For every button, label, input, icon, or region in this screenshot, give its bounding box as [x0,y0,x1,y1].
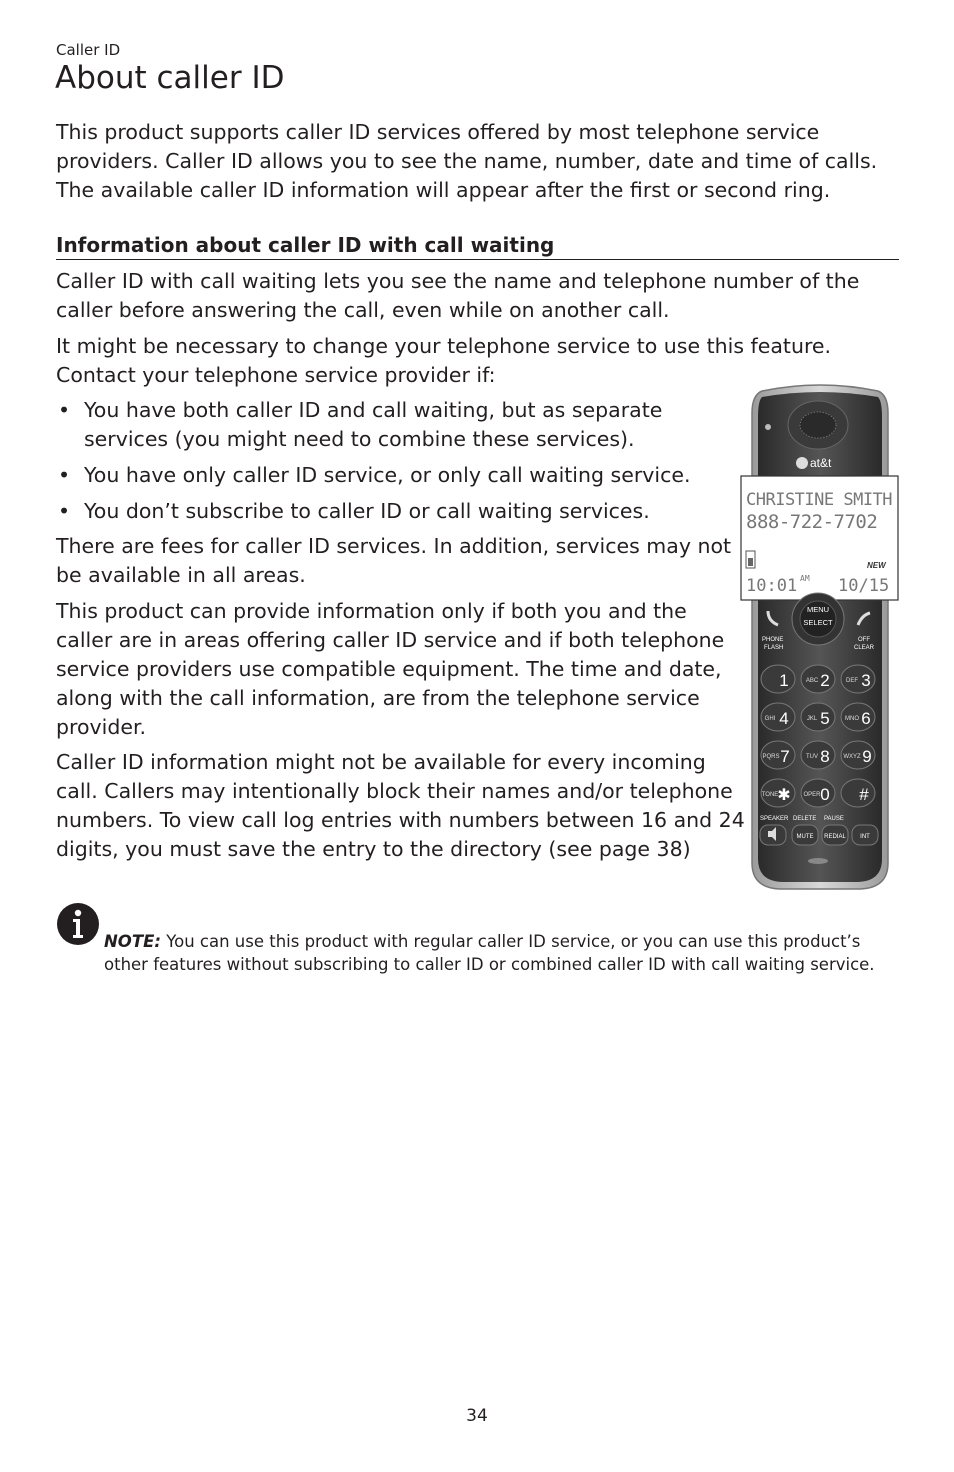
key-1[interactable]: 1 [779,671,789,690]
int-key[interactable]: INT [860,834,870,840]
select-label: SELECT [803,618,833,627]
new-badge: NEW [867,561,886,570]
svg-text:OFF: OFF [858,637,870,643]
intro-paragraph: This product supports caller ID services offered by most telephone service providers. Caller ID allows you to see the name, number, date and time of calls. The available caller ID information will appear after the first or second ring. [56,120,878,202]
key-hash[interactable]: # [859,785,869,804]
svg-text:OPER: OPER [803,792,821,798]
page-title: About caller ID [55,60,285,96]
key-6[interactable]: 6 [861,709,871,728]
svg-text:ABC: ABC [805,678,819,684]
handset-illustration [740,383,900,893]
list-item: • You have both caller ID and call waiting, but as separate services (you might need to combine these services). [58,398,663,451]
svg-text:TONE: TONE [761,792,779,798]
key-5[interactable]: 5 [820,709,830,728]
list-item: • You have only caller ID service, or only call waiting service. [56,461,746,490]
caller-name: CHRISTINE SMITH [746,490,893,510]
info-icon [56,902,100,946]
subheading: Information about caller ID with call waiting [56,233,899,260]
call-time: 10:01 [746,576,798,596]
bullet: • [58,499,71,523]
svg-text:JKL: JKL [806,716,818,722]
svg-text:WXYZ: WXYZ [843,754,861,760]
paragraph-availability: Caller ID information might not be available for every incoming call. Callers may intentionally block their names and/or telephone numbers. To view call log entries with numbers between 16 and 24 digits, you must save the entry to the directory (see page 38) [56,750,745,861]
page-number: 34 [466,1406,488,1426]
svg-text:TUV: TUV [806,754,818,760]
paragraph-call-waiting: Caller ID with call waiting lets you see the name and telephone number of the caller before answering the call, even while on another call. [56,269,860,322]
key-9[interactable]: 9 [862,747,872,766]
am-indicator: AM [800,574,810,583]
list-item: • You don’t subscribe to caller ID or call waiting services. [56,497,746,526]
bullet: • [58,463,71,487]
brand-logo: at&t [810,456,832,470]
key-3[interactable]: 3 [861,671,871,690]
key-star[interactable]: ✱ [777,785,791,804]
svg-text:DEF: DEF [846,678,858,684]
key-2[interactable]: 2 [820,671,830,690]
note-label: NOTE: [104,932,161,951]
svg-text:SPEAKER: SPEAKER [760,816,789,822]
key-8[interactable]: 8 [820,747,830,766]
mute-key[interactable]: MUTE [796,834,814,840]
svg-text:CLEAR: CLEAR [854,645,875,651]
svg-text:PHONE: PHONE [762,637,784,643]
bullet: • [58,398,71,422]
menu-label: MENU [806,605,830,614]
earpiece-icon [800,412,836,438]
caller-number: 888-722-7702 [746,511,878,533]
svg-text:DELETE: DELETE [793,816,817,822]
svg-text:PQRS: PQRS [762,754,780,760]
svg-text:MNO: MNO [845,716,859,722]
paragraph-service-change: It might be necessary to change your telephone service to use this feature. Contact your telephone service provider if: [56,334,832,387]
svg-text:PAUSE: PAUSE [824,816,844,822]
section-label: Caller ID [56,41,121,59]
call-date: 10/15 [838,576,890,596]
paragraph-fees: There are fees for caller ID services. In addition, services may not be available in all areas. [56,534,732,587]
svg-text:FLASH: FLASH [764,645,784,651]
conditions-list [56,396,746,533]
key-7[interactable]: 7 [780,747,790,766]
paragraph-provider-info: This product can provide information only if both you and the caller are in areas offering caller ID service and if both telephone service providers use compatible equipment. The time and date, along with the call information, are from the telephone service provider. [56,599,725,739]
svg-text:GHI: GHI [764,716,776,722]
key-4[interactable]: 4 [779,709,789,728]
redial-key[interactable]: REDIAL [824,834,846,840]
key-0[interactable]: 0 [820,785,830,804]
note-text: NOTE: You can use this product with regular caller ID service, or you can use this product’s other features without subscribing to caller ID or combined caller ID with call waiting service. [104,932,875,974]
